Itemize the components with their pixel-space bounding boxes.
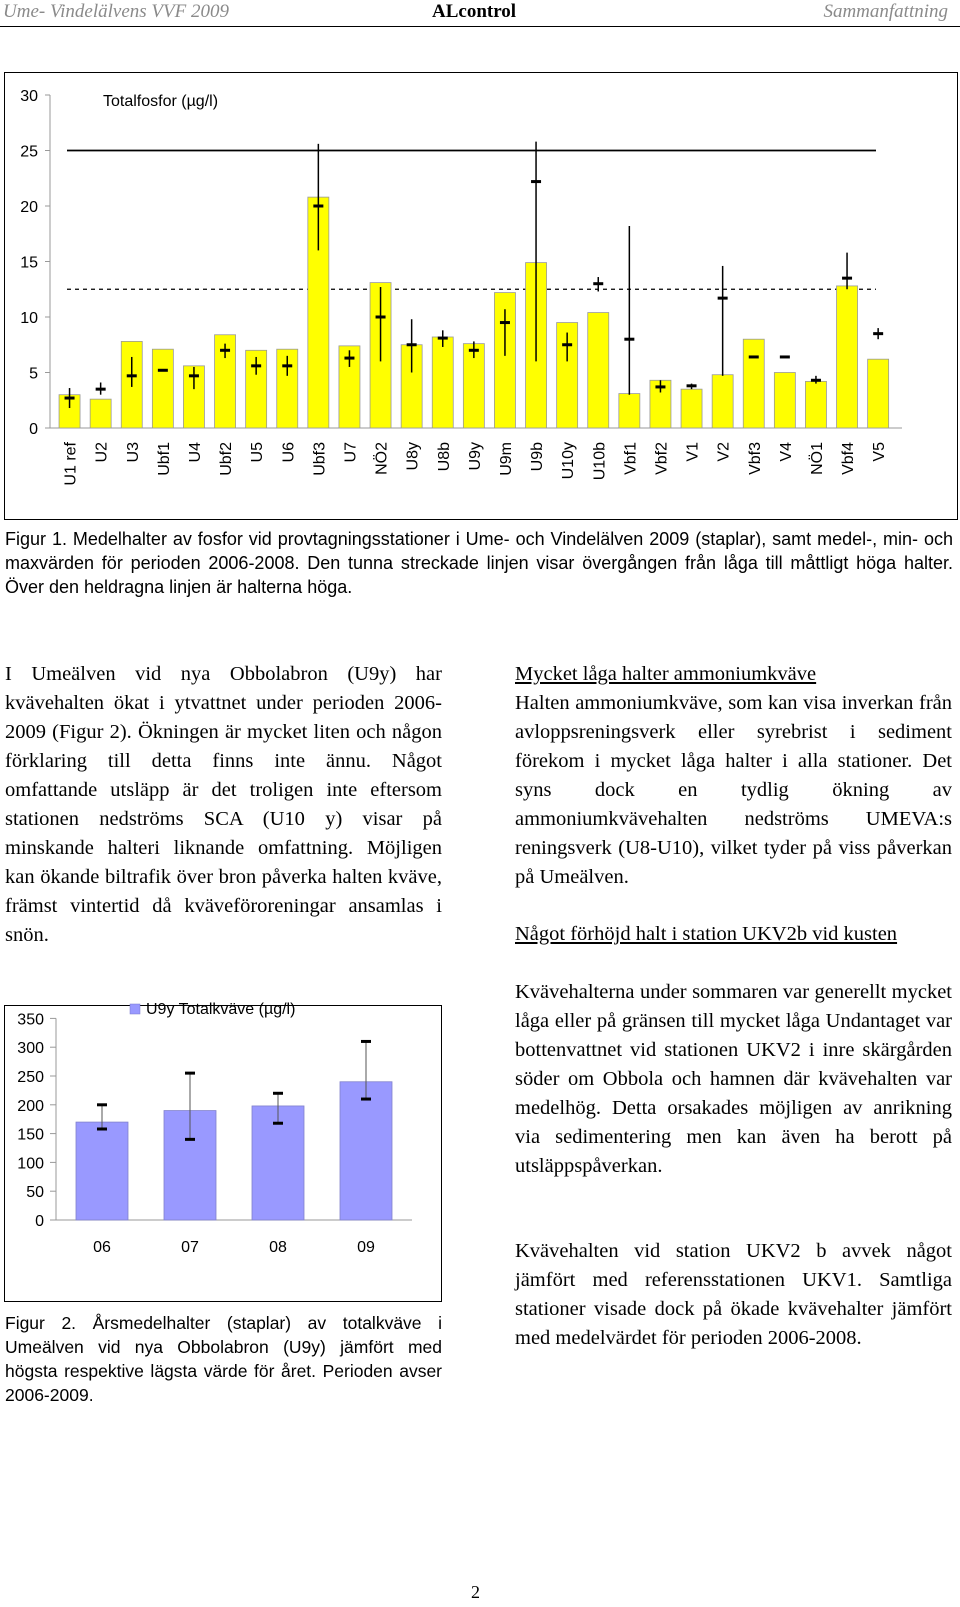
figure-1-caption: Figur 1. Medelhalter av fosfor vid provtagningsstationer i Ume- och Vindelälven 2009 (staplar), samt medel-, min- och maxvärden för perioden 2006-2008. Den tunna streckade linjen visar övergången från låga till måttligt höga halter. Över den heldragna linjen är halterna höga. [5, 529, 953, 597]
x-tick-label: U7 [342, 442, 360, 463]
figure-2-caption: Figur 2. Årsmedelhalter (staplar) av totalkväve i Umeälven vid nya Obbolabron (U9y) jämfört med högsta respektive lägsta värde för året. Perioden avser 2006-2009. [5, 1313, 442, 1405]
left-paragraph: I Umeälven vid nya Obbolabron (U9y) har kvävehalten ökat i ytvattnet under perioden 2006-2009 (Figur 2). Ökningen är mycket liten och någon förklaring till detta finns inte ännu. Något omfattande utsläpp är det troligen inte eftersom stationen nedströms SCA (U10 y) visar på minskande halteri liknande omfattning. Möjligen kan ökande biltrafik över bron påverka halten kväve, främst vintertid då kväveföroreningar ansamlas i snön. [5, 663, 442, 946]
paragraph-ukv2-comparison: Kvävehalten vid station UKV2 b avvek något jämfört med referensstationen UKV1. Samtliga stationer visade dock på ökade kvävehalter jämfört med medelvärdet för perioden 2006-2008. [515, 1240, 952, 1349]
x-tick-label: U8y [404, 442, 422, 471]
x-tick-label: U10b [591, 442, 609, 481]
header-right: Sammanfattning [823, 1, 948, 22]
x-tick-label: Ubf2 [218, 442, 236, 476]
y-tick-label: 30 [20, 88, 38, 105]
y-tick-label: 20 [20, 199, 38, 216]
x-tick-label: Vbf3 [746, 442, 764, 475]
x-tick-label: V1 [684, 442, 702, 462]
x-tick-label: V4 [777, 442, 795, 462]
x-tick-label: U2 [93, 442, 111, 463]
x-tick-label: Vbf2 [653, 442, 671, 475]
y-tick-label: 10 [20, 310, 38, 327]
legend-label: U9y Totalkväve (µg/l) [146, 1001, 296, 1018]
x-tick-label: NÖ1 [808, 442, 826, 475]
page-number: 2 [471, 1582, 480, 1602]
y-tick-label: 300 [17, 1040, 44, 1058]
y-tick-label: 15 [20, 254, 38, 272]
y-tick-label: 250 [17, 1069, 44, 1086]
y-tick-label: 5 [29, 365, 38, 383]
x-tick-label: U9m [497, 442, 515, 476]
bar [76, 1122, 128, 1220]
x-tick-label: U9y [466, 442, 484, 471]
x-tick-label: Ubf1 [155, 442, 173, 476]
x-tick-label: Ubf3 [311, 442, 329, 476]
header-left: Ume- Vindelälvens VVF 2009 [3, 1, 229, 22]
x-tick-label: U10y [560, 442, 578, 480]
y-tick-label: 200 [17, 1097, 44, 1115]
heading-ukv2b: Något förhöjd halt i station UKV2b vid kusten [515, 923, 898, 945]
y-tick-label: 100 [17, 1155, 44, 1173]
x-tick-label: 09 [357, 1239, 375, 1256]
paragraph-ammonium: Halten ammoniumkväve, som kan visa inverkan från avloppsreningsverk eller syrebrist i sediment förekom i mycket låga halter i alla stationer. Det syns dock en tydlig ökning av ammoniumkvävehalten nedströms UMEVA:s reningsverk (U8-U10), vilket tyder på viss påverkan på Umeälven. [515, 692, 952, 888]
x-tick-label: Vbf4 [840, 442, 858, 475]
x-tick-label: U9b [529, 442, 547, 472]
y-tick-label: 50 [26, 1184, 44, 1202]
x-tick-label: V5 [871, 442, 889, 462]
x-tick-label: U1 ref [62, 442, 80, 486]
paragraph-ukv2b: Kvävehalterna under sommaren var generellt mycket låga eller på gränsen till mycket låga Undantaget var bottenvattnet vid stationen UKV2 i inre skärgården söder om Obbola och hamnen där kvävehalten var medelhög. Detta orsakades möjligen av anrikning via sedimentering men kan även ha berott på utsläppspåverkan. [515, 981, 952, 1177]
x-tick-label: U6 [280, 442, 298, 463]
x-tick-label: U4 [186, 442, 204, 463]
x-tick-label: 07 [181, 1239, 199, 1256]
x-tick-label: U3 [124, 442, 142, 463]
y-tick-label: 350 [17, 1011, 44, 1029]
y-tick-label: 25 [20, 143, 38, 161]
y-tick-label: 0 [35, 1213, 44, 1230]
header-center: ALcontrol [432, 1, 517, 22]
heading-ammonium: Mycket låga halter ammoniumkväve [515, 663, 817, 685]
x-tick-label: NÖ2 [373, 442, 391, 475]
y-tick-label: 0 [29, 421, 38, 438]
x-tick-label: U5 [249, 442, 267, 463]
x-tick-label: V2 [715, 442, 733, 462]
chart-title: Totalfosfor (µg/l) [103, 93, 219, 110]
y-tick-label: 150 [17, 1126, 44, 1144]
legend-swatch [130, 1004, 140, 1014]
bar [340, 1082, 392, 1220]
x-tick-label: 08 [269, 1239, 287, 1256]
x-tick-label: 06 [93, 1239, 111, 1256]
x-tick-label: U8b [435, 442, 453, 472]
x-tick-label: Vbf1 [622, 442, 640, 475]
